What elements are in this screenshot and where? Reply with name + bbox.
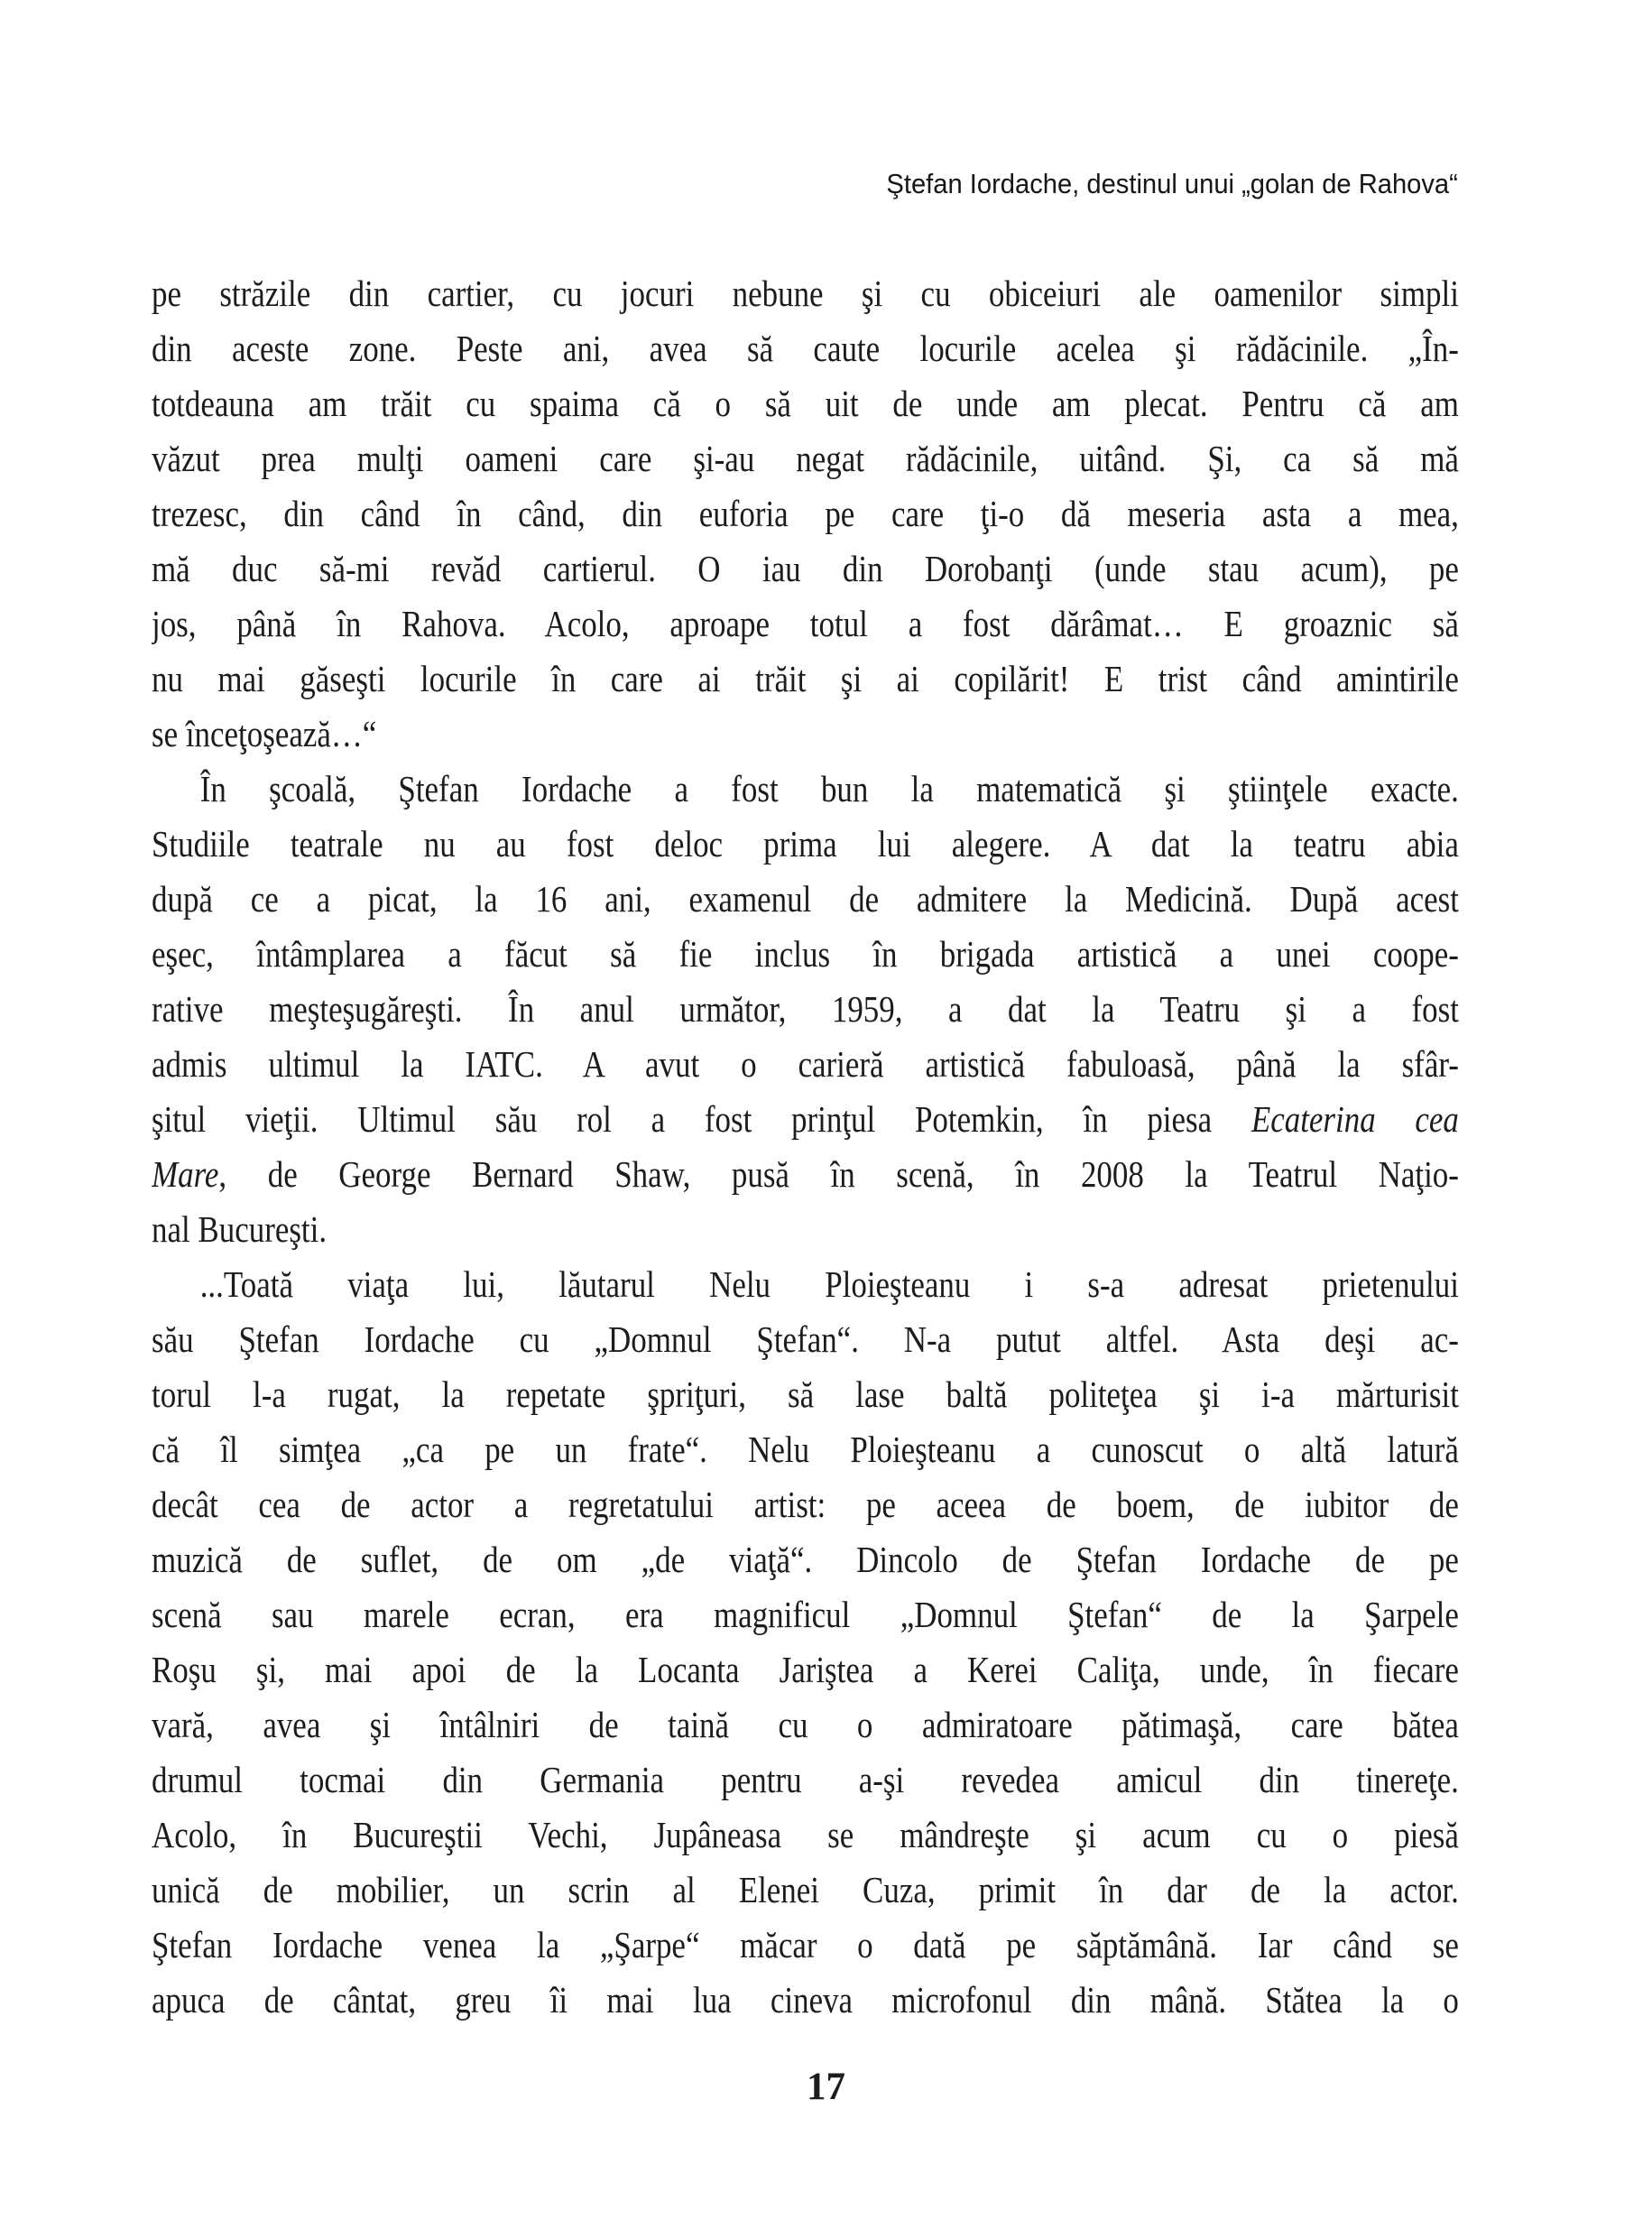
text-line bbox=[152, 1312, 1459, 1367]
text-line bbox=[152, 541, 1459, 596]
text-run: muzică de suflet, de om „de viaţă“. Dincolo de Ştefan Iordache de pe bbox=[152, 1539, 1459, 1580]
text-line bbox=[152, 1477, 1459, 1532]
text-line bbox=[152, 1863, 1459, 1918]
text-line bbox=[152, 266, 1459, 321]
text-run: apuca de cântat, greu îi mai lua cineva microfonul din mână. Stătea la o bbox=[152, 1979, 1459, 2021]
text-run: nu mai găseşti locurile în care ai trăit şi ai copilărit! E trist când amintirile bbox=[152, 658, 1459, 699]
text-run: său Ştefan Iordache cu „Domnul Ştefan“. N-a putut altfel. Asta deşi ac- bbox=[152, 1318, 1459, 1360]
text-run: torul l-a rugat, la repetate şpriţuri, să lase baltă politeţea şi i-a mărturisit bbox=[152, 1373, 1459, 1415]
text-run: drumul tocmai din Germania pentru a-şi revedea amicul din tinereţe. bbox=[152, 1759, 1459, 1800]
running-header: Ştefan Iordache, destinul unui „golan de Rahova“ bbox=[886, 168, 1458, 199]
text-run: că îl simţea „ca pe un frate“. Nelu Ploieşteanu a cunoscut o altă latură bbox=[152, 1429, 1459, 1470]
text-line bbox=[152, 1587, 1459, 1642]
text-line bbox=[152, 1257, 1459, 1312]
text-line bbox=[152, 1092, 1459, 1147]
text-run: şitul vieţii. Ultimul său rol a fost prinţul Potemkin, în piesa bbox=[152, 1098, 1251, 1140]
text-run: unică de mobilier, un scrin al Elenei Cuza, primit în dar de la actor. bbox=[152, 1869, 1459, 1910]
text-run: se înceţoşează…“ bbox=[152, 713, 377, 754]
text-run: scenă sau marele ecran, era magnificul „Domnul Ştefan“ de la Şarpele bbox=[152, 1594, 1459, 1635]
text-line bbox=[152, 982, 1459, 1037]
text-line bbox=[152, 1367, 1459, 1422]
text-line bbox=[152, 596, 1459, 652]
text-run: Roşu şi, mai apoi de la Locanta Jariştea a Kerei Caliţa, unde, în fiecare bbox=[152, 1649, 1459, 1690]
text-run: jos, până în Rahova. Acolo, aproape totul a fost dărâmat… E groaznic să bbox=[152, 603, 1459, 644]
text-line bbox=[152, 1973, 1459, 2028]
text-run: din aceste zone. Peste ani, avea să caute locurile acelea şi rădăcinile. „În- bbox=[152, 328, 1459, 369]
text-line bbox=[152, 376, 1459, 431]
text-line bbox=[152, 762, 1459, 817]
text-run: rative meşteşugăreşti. În anul următor, 1959, a dat la Teatru şi a fost bbox=[152, 988, 1459, 1030]
page-number: 17 bbox=[807, 2066, 845, 2108]
body-text bbox=[152, 266, 1459, 2028]
text-line bbox=[152, 1422, 1459, 1477]
text-line bbox=[152, 431, 1459, 486]
text-line bbox=[152, 927, 1459, 982]
text-run: În şcoală, Ştefan Iordache a fost bun la matematică şi ştiinţele exacte. bbox=[199, 768, 1459, 809]
text-line bbox=[152, 817, 1459, 872]
text-line bbox=[152, 1147, 1459, 1202]
text-run: Studiile teatrale nu au fost deloc prima lui alegere. A dat la teatru abia bbox=[152, 823, 1459, 865]
text-line bbox=[152, 1808, 1459, 1863]
text-line bbox=[152, 1037, 1459, 1092]
text-run: decât cea de actor a regretatului artist: pe aceea de boem, de iubitor de bbox=[152, 1484, 1459, 1525]
text-run: mă duc să-mi revăd cartierul. O iau din Dorobanţi (unde stau acum), pe bbox=[152, 548, 1459, 589]
text-line bbox=[152, 486, 1459, 541]
text-run: Acolo, în Bucureştii Vechi, Jupâneasa se mândreşte şi acum cu o piesă bbox=[152, 1814, 1459, 1855]
text-run: ...Toată viaţa lui, lăutarul Nelu Ploieşteanu i s-a adresat prietenului bbox=[199, 1263, 1459, 1305]
text-line bbox=[152, 652, 1459, 707]
text-run: nal Bucureşti. bbox=[152, 1208, 328, 1250]
italic-text-run: Ecaterina cea bbox=[1251, 1098, 1459, 1140]
text-run: , de George Bernard Shaw, pusă în scenă, în 2008 la Teatrul Naţio- bbox=[218, 1153, 1459, 1195]
text-line bbox=[152, 1752, 1459, 1808]
text-line bbox=[152, 872, 1459, 927]
text-line bbox=[152, 321, 1459, 376]
italic-text-run: Mare bbox=[152, 1153, 219, 1195]
text-run: pe străzile din cartier, cu jocuri nebune şi cu obiceiuri ale oamenilor simpli bbox=[152, 273, 1459, 314]
text-line bbox=[152, 1697, 1459, 1752]
text-run: Ştefan Iordache venea la „Şarpe“ măcar o dată pe săptămână. Iar când se bbox=[152, 1924, 1459, 1965]
text-line bbox=[152, 1202, 1459, 1257]
text-line bbox=[152, 1642, 1459, 1697]
text-run: totdeauna am trăit cu spaima că o să uit de unde am plecat. Pentru că am bbox=[152, 383, 1459, 424]
text-run: văzut prea mulţi oameni care şi-au negat rădăcinile, uitând. Şi, ca să mă bbox=[152, 438, 1459, 479]
text-line bbox=[152, 1532, 1459, 1587]
text-line bbox=[152, 1918, 1459, 1973]
text-run: vară, avea şi întâlniri de taină cu o admiratoare pătimaşă, care bătea bbox=[152, 1704, 1459, 1745]
text-run: trezesc, din când în când, din euforia pe care ţi-o dă meseria asta a mea, bbox=[152, 493, 1459, 534]
text-run: eşec, întâmplarea a făcut să fie inclus în brigada artistică a unei coope- bbox=[152, 933, 1459, 975]
text-run: după ce a picat, la 16 ani, examenul de admitere la Medicină. După acest bbox=[152, 878, 1459, 920]
text-line bbox=[152, 707, 1459, 762]
text-run: admis ultimul la IATC. A avut o carieră artistică fabuloasă, până la sfâr- bbox=[152, 1043, 1459, 1085]
